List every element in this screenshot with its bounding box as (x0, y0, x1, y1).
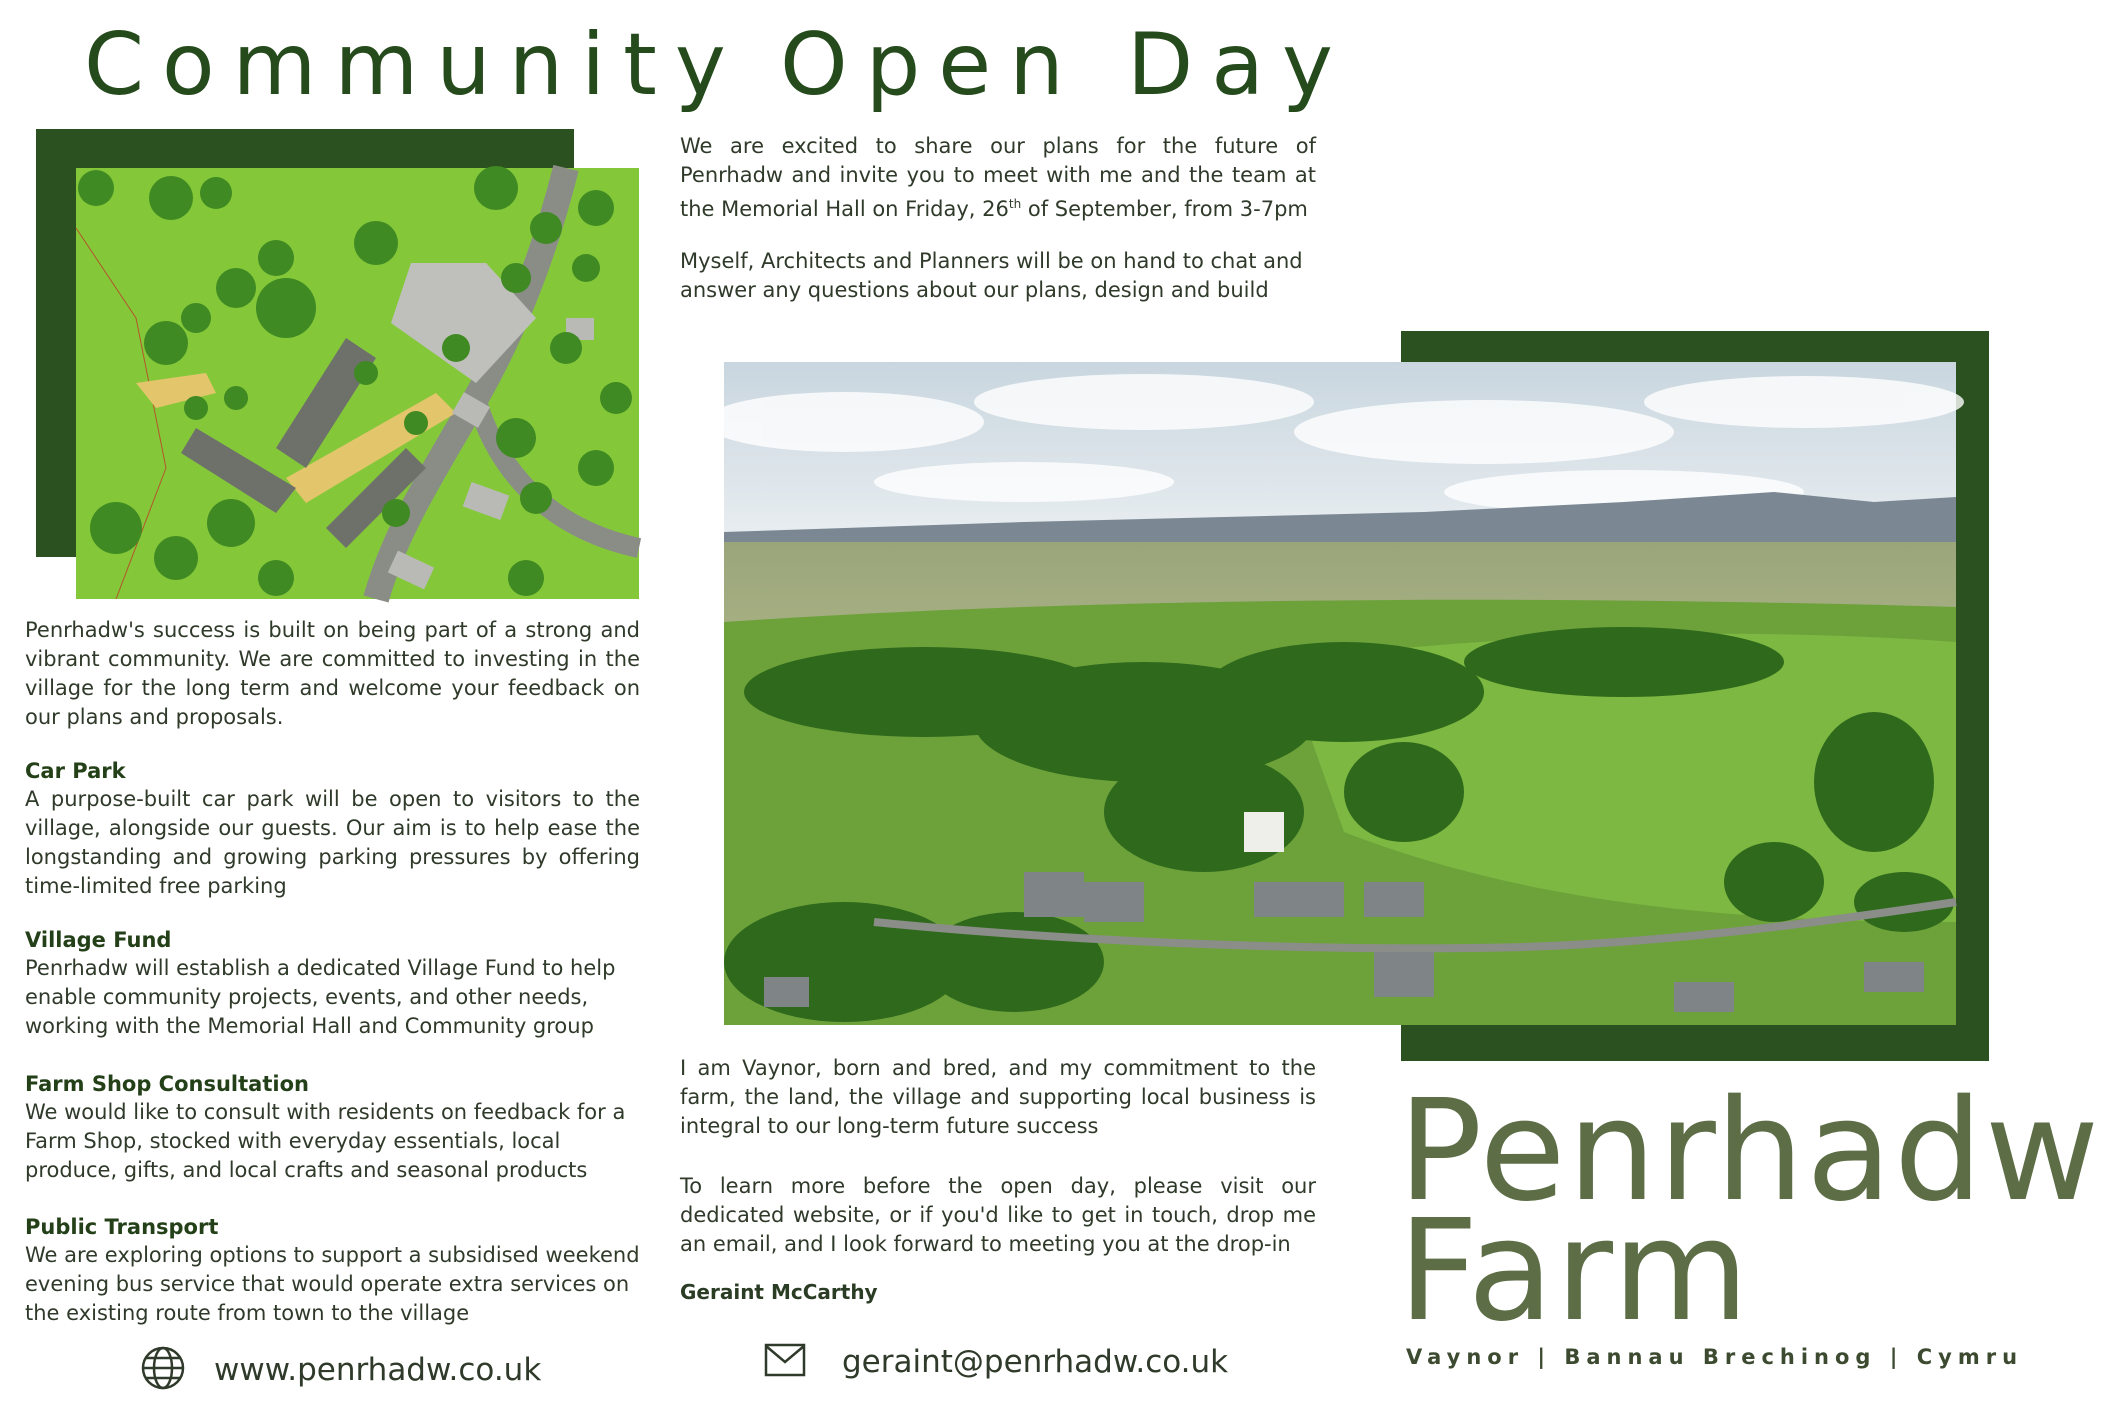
section-title: Farm Shop Consultation (25, 1072, 309, 1096)
globe-icon (140, 1345, 186, 1396)
intro-text-b: of September, from 3-7pm (1021, 197, 1308, 221)
website-contact[interactable] (140, 1346, 541, 1394)
section-title: Village Fund (25, 928, 172, 952)
intro-superscript: th (1008, 197, 1022, 211)
section-title: Car Park (25, 759, 126, 783)
brand-line-2: Farm (1398, 1190, 1751, 1353)
section-title: Public Transport (25, 1215, 219, 1239)
landscape-photo (724, 362, 1956, 1025)
left-intro-paragraph: Penrhadw's success is built on being part of a strong and vibrant community. We are committed to investing in the village for the long term and welcome your feedback on our plans and proposals. (25, 618, 640, 729)
signature: Geraint McCarthy (680, 1280, 878, 1304)
section-body: A purpose-built car park will be open to visitors to the village, alongside our guests. Our aim is to help ease the longstanding and growing parking pressures by offering time-limited free parking (25, 787, 640, 898)
intro-text-a: We are excited to share our plans for the future of Penrhadw and invite you to meet with me and the team at the Memorial Hall on Friday, 26 (680, 134, 1316, 221)
section-public-transport (25, 1213, 640, 1328)
vaynor-paragraph: I am Vaynor, born and bred, and my commitment to the farm, the land, the village and supporting local business is integral to our long-term future success (680, 1056, 1316, 1138)
brand-name (1398, 1070, 2101, 1353)
section-body: Penrhadw will establish a dedicated Village Fund to help enable community projects, events, and other needs, working with the Memorial Hall and Community group (25, 956, 616, 1038)
section-farm-shop (25, 1070, 640, 1185)
intro-paragraph-1 (680, 132, 1316, 224)
brand-line-1: Penrhadw (1398, 1070, 2101, 1233)
section-body: We are exploring options to support a subsidised weekend evening bus service that would operate extra services on the existing route from town to the village (25, 1243, 640, 1325)
website-link[interactable]: www.penrhadw.co.uk (214, 1352, 542, 1388)
section-village-fund (25, 926, 640, 1041)
email-link[interactable]: geraint@penrhadw.co.uk (842, 1344, 1229, 1380)
section-car-park (25, 757, 640, 901)
tagline: Vaynor | Bannau Brechinog | Cymru (1406, 1345, 2024, 1369)
site-plan-image (76, 168, 639, 599)
heading-open-day: Open Day (780, 15, 1351, 115)
section-body: We would like to consult with residents on feedback for a Farm Shop, stocked with everyday essentials, local produce, gifts, and local crafts and seasonal products (25, 1100, 626, 1182)
learn-more-paragraph: To learn more before the open day, please visit our dedicated website, or if you'd like to get in touch, drop me an email, and I look forward to meeting you at the drop-in (680, 1174, 1316, 1256)
heading-community: Community (84, 15, 744, 115)
envelope-icon (764, 1343, 806, 1382)
intro-paragraph-2: Myself, Architects and Planners will be on hand to chat and answer any questions about our plans, design and build (680, 249, 1303, 302)
email-contact[interactable] (764, 1338, 1228, 1386)
